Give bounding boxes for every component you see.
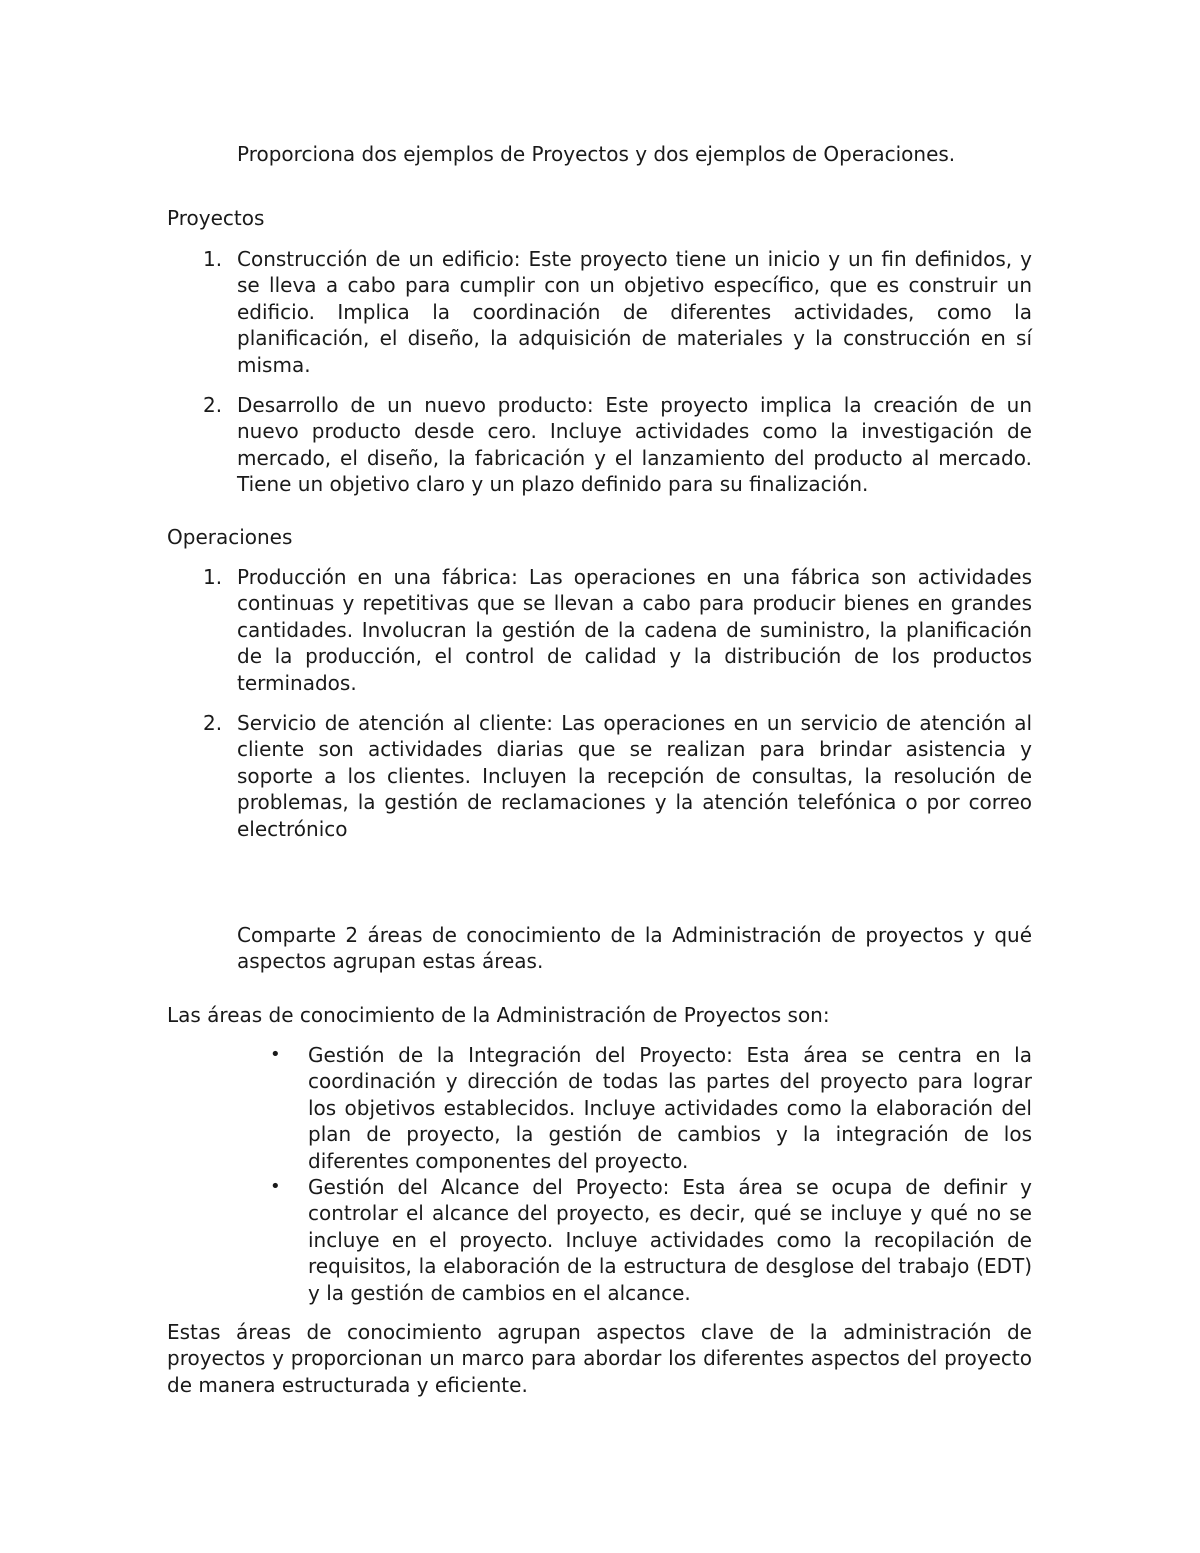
list-item-text: Servicio de atención al cliente: Las operaciones en un servicio de atención al cliente son actividades diarias que se realizan para brindar asistencia y soporte a los clientes. Incluyen la recepción de consultas, la resolución de problemas, la gestión de reclamaciones y la atención telefónica o por correo electrónico: [237, 711, 1032, 841]
list-item-text: Construcción de un edificio: Este proyecto tiene un inicio y un fin definidos, y se lleva a cabo para cumplir con un objetivo específico, que es construir un edificio. Implica la coordinación de diferentes actividades, como la planificación, el diseño, la adquisición de materiales y la construcción en sí misma.: [237, 247, 1032, 377]
question-2: Comparte 2 áreas de conocimiento de la Administración de proyectos y qué aspectos agrupan estas áreas.: [237, 923, 1032, 974]
list-item-text: Producción en una fábrica: Las operaciones en una fábrica son actividades continuas y repetitivas que se llevan a cabo para producir bienes en grandes cantidades. Involucran la gestión de la cadena de suministro, la planificación de la producción, el control de calidad y la distribución de los productos terminados.: [237, 565, 1032, 695]
operacion-item-2: [203, 710, 1032, 842]
list-number: 1.: [203, 247, 223, 271]
bullet-icon: •: [270, 1044, 281, 1065]
operaciones-heading: Operaciones: [167, 525, 293, 549]
list-item-text: Desarrollo de un nuevo producto: Este proyecto implica la creación de un nuevo producto desde cero. Incluye actividades como la investigación de mercado, el diseño, la fabricación y el lanzamiento del producto al mercado. Tiene un objetivo claro y un plazo definido para su finalización.: [237, 393, 1032, 497]
list-number: 2.: [203, 711, 223, 735]
list-item-text: Gestión de la Integración del Proyecto: Esta área se centra en la coordinación y dirección de todas las partes del proyecto para lograr los objetivos establecidos. Incluye actividades como la elaboración del plan de proyecto, la gestión de cambios y la integración de los diferentes componentes del proyecto.: [308, 1043, 1032, 1173]
list-item-text: Gestión del Alcance del Proyecto: Esta área se ocupa de definir y controlar el alcance del proyecto, es decir, qué se incluye y qué no se incluye en el proyecto. Incluye actividades como la recopilación de requisitos, la elaboración de la estructura de desglose del trabajo (EDT) y la gestión de cambios en el alcance.: [308, 1175, 1032, 1305]
operacion-item-1: [203, 564, 1032, 696]
proyecto-item-2: [203, 392, 1032, 498]
area-item-2: [270, 1174, 1032, 1306]
area-item-1: [270, 1042, 1032, 1174]
bullet-icon: •: [270, 1176, 281, 1197]
conclusion-paragraph: Estas áreas de conocimiento agrupan aspectos clave de la administración de proyectos y proporcionan un marco para abordar los diferentes aspectos del proyecto de manera estructurada y eficiente.: [167, 1320, 1032, 1397]
areas-intro: Las áreas de conocimiento de la Administración de Proyectos son:: [167, 1003, 830, 1027]
proyecto-item-1: [203, 246, 1032, 378]
list-number: 2.: [203, 393, 223, 417]
proyectos-heading: Proyectos: [167, 206, 265, 230]
list-number: 1.: [203, 565, 223, 589]
question-1: Proporciona dos ejemplos de Proyectos y dos ejemplos de Operaciones.: [237, 142, 956, 166]
